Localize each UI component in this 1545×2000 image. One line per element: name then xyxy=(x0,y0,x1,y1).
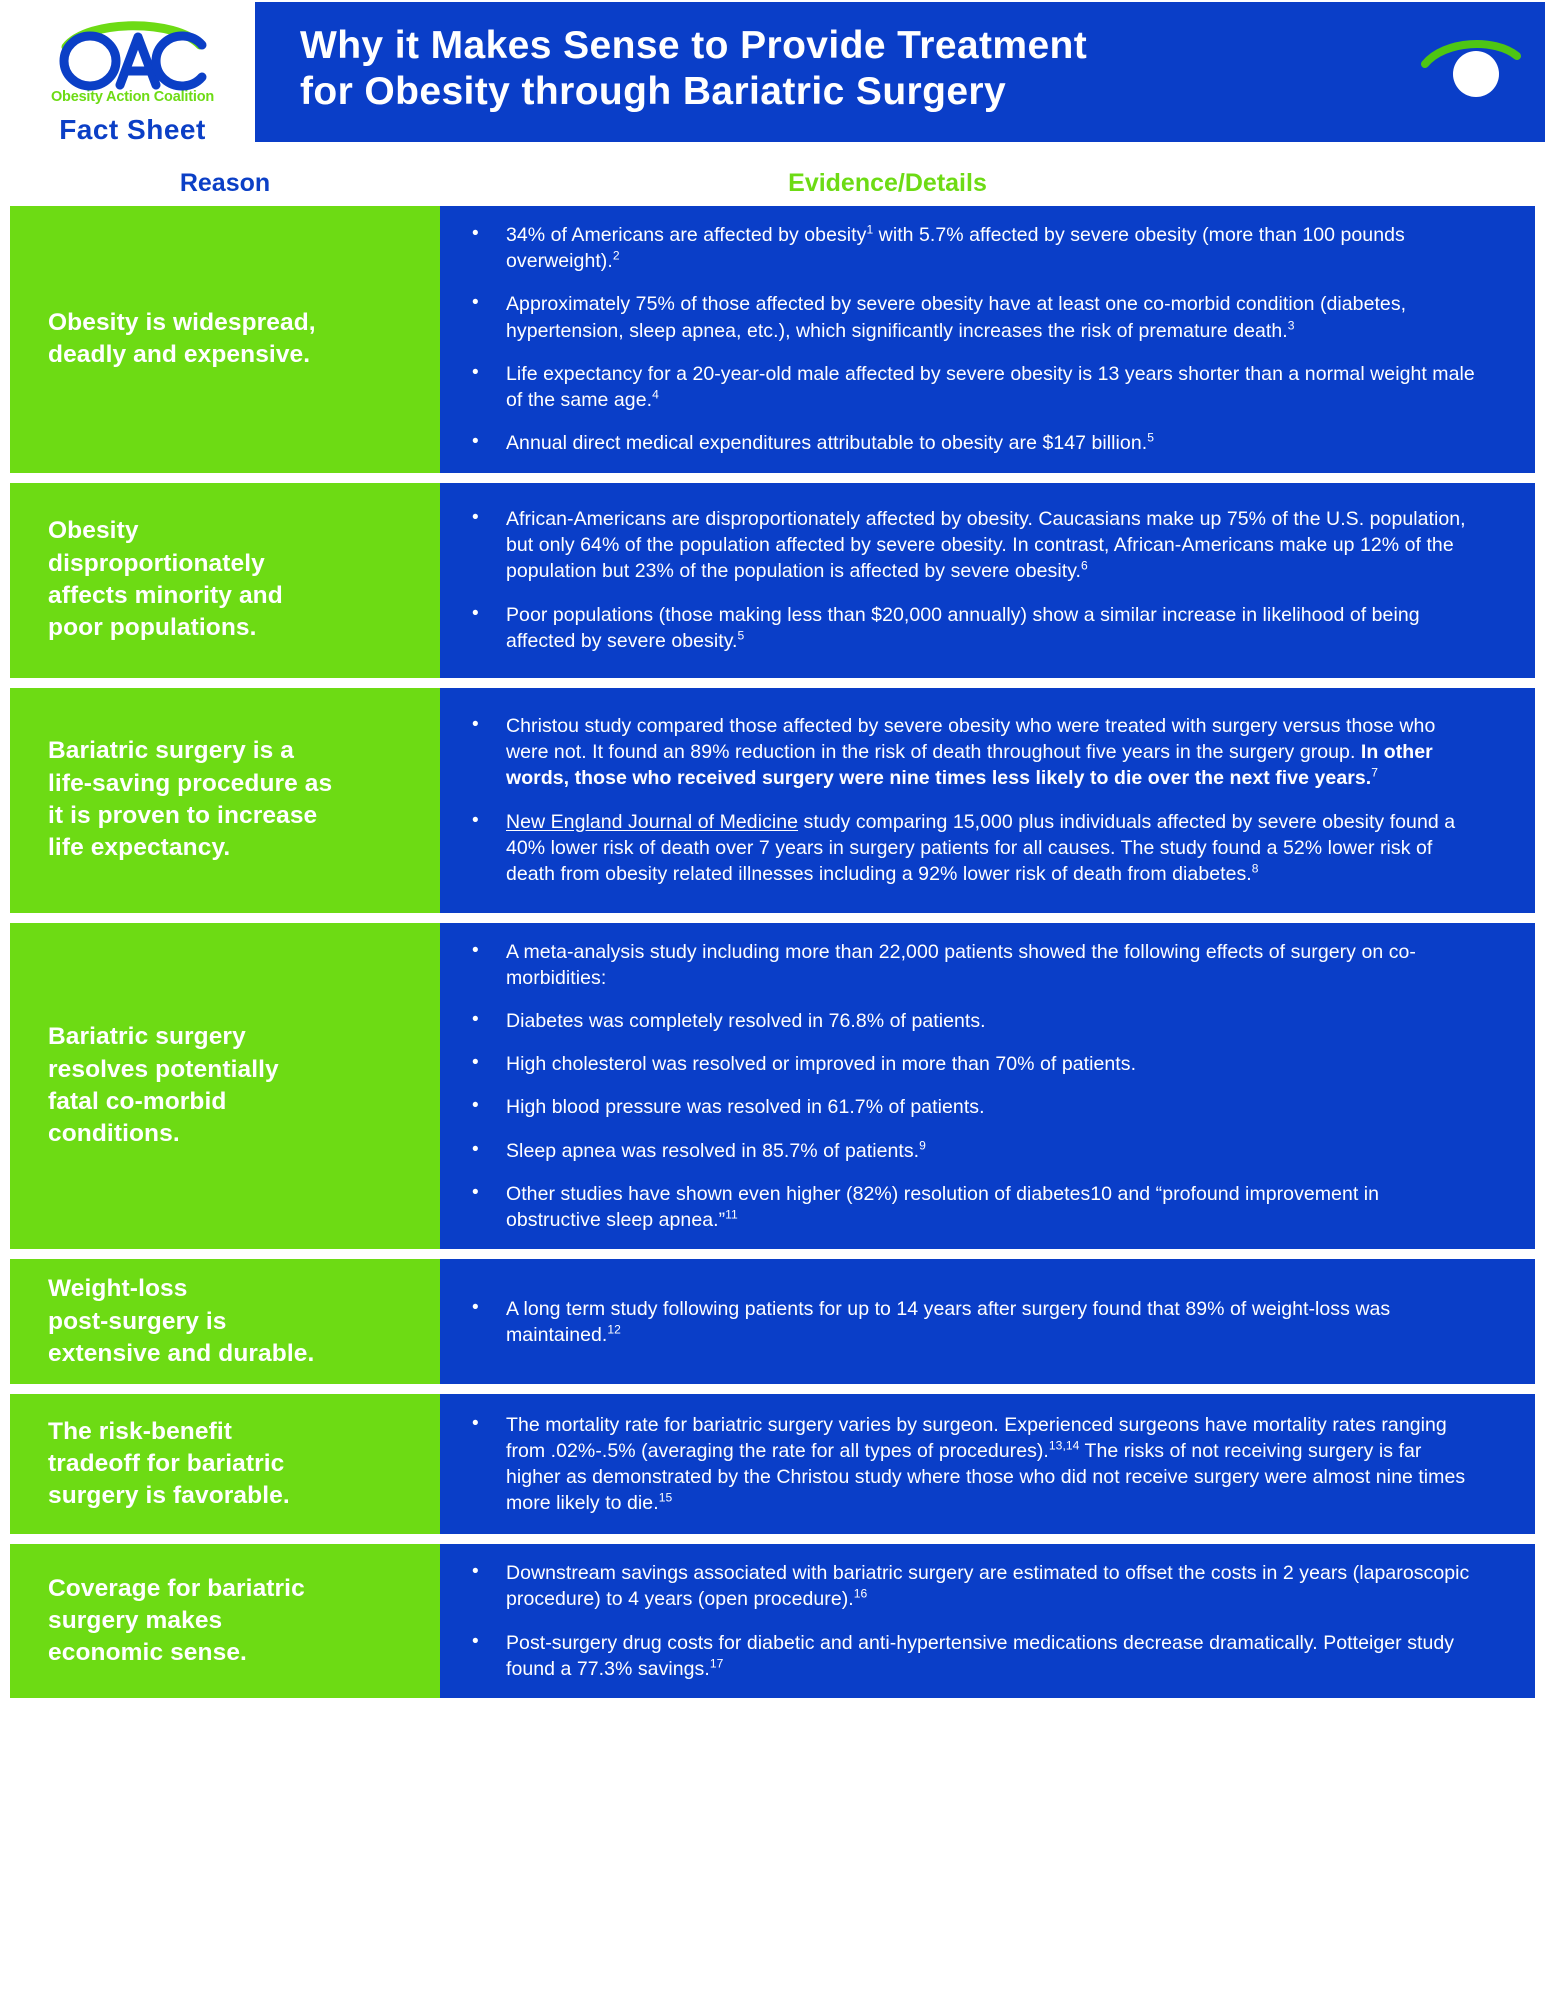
evidence-bullet: • Post-surgery drug costs for diabetic and anti-hypertensive medications decrease dramatically. Potteiger study found a 77.3% savings.$^{17}$ xyxy=(458,1630,1479,1682)
evidence-sub-bullet: • High cholesterol was resolved or improved in more than 70% of patients. xyxy=(458,1051,1479,1077)
reason-line: Bariatric surgery is a xyxy=(48,737,294,765)
reason-text xyxy=(48,515,283,644)
evidence-bullet: • New England Journal of Medicine study comparing 15,000 plus individuals affected by severe obesity found a 40% lower risk of death over 7 years in surgery patients for all causes. The study found a 52% lower risk of death from obesity related illnesses including a 92% lower risk of death from diabetes.$^8$ xyxy=(458,809,1479,888)
column-heading-evidence: Evidence/Details xyxy=(788,168,987,197)
evidence-cell xyxy=(440,483,1535,678)
title-bar xyxy=(255,2,1545,142)
oac-swoosh-icon xyxy=(1421,34,1521,104)
table-row xyxy=(10,688,1535,913)
reason-text xyxy=(48,307,316,372)
reason-line: surgery makes xyxy=(48,1607,223,1635)
evidence-bullet-list xyxy=(458,222,1479,457)
reason-text xyxy=(48,1273,314,1370)
reason-line: The risk-benefit xyxy=(48,1417,233,1445)
page-header xyxy=(0,0,1545,160)
column-heading-reason: Reason xyxy=(179,168,271,197)
reason-line: it is proven to increase xyxy=(48,802,318,830)
reason-cell xyxy=(10,1259,440,1384)
reason-line: resolves potentially xyxy=(48,1055,279,1083)
reason-line: deadly and expensive. xyxy=(48,341,311,369)
page-title-line-1: Why it Makes Sense to Provide Treatment xyxy=(300,23,1088,67)
evidence-sub-bullet: • Diabetes was completely resolved in 76.8% of patients. xyxy=(458,1008,1479,1034)
reason-cell xyxy=(10,483,440,678)
evidence-bullet-list xyxy=(458,1296,1479,1348)
evidence-bullet: • 34% of Americans are affected by obesity$^1$ with 5.7% affected by severe obesity (more than 100 pounds overweight).$^2$ xyxy=(458,222,1479,274)
page-title xyxy=(300,23,1087,115)
evidence-bullet: • The mortality rate for bariatric surgery varies by surgeon. Experienced surgeons have mortality rates ranging from .02%-.5% (averaging the rate for all types of procedures).$^{13,14}$ The risks of not receiving surgery is far higher as demonstrated by the Christou study where those who did not receive surgery were almost nine times more likely to die.$^{15}$ xyxy=(458,1412,1479,1517)
evidence-cell xyxy=(440,206,1535,473)
reason-text xyxy=(48,1021,279,1150)
reason-cell xyxy=(10,1544,440,1698)
reason-line: post-surgery is xyxy=(48,1307,227,1335)
evidence-bullet: • Sleep apnea was resolved in 85.7% of patients.$^9$ xyxy=(458,1138,1479,1164)
reason-cell xyxy=(10,923,440,1250)
evidence-bullet: • A long term study following patients for up to 14 years after surgery found that 89% of weight-loss was maintained.$^{12}$ xyxy=(458,1296,1479,1348)
evidence-bullet: • Christou study compared those affected by severe obesity who were treated with surgery versus those who were not. It found an 89% reduction in the risk of death throughout five years in the surgery group. In other words, those who received surgery were nine times less likely to die over the next five years.$^7$ xyxy=(458,713,1479,792)
reason-line: extensive and durable. xyxy=(48,1339,315,1367)
reason-cell xyxy=(10,206,440,473)
evidence-bullet: • Downstream savings associated with bariatric surgery are estimated to offset the costs in 2 years (laparoscopic procedure) to 4 years (open procedure).$^{16}$ xyxy=(458,1560,1479,1612)
reason-cell xyxy=(10,688,440,913)
reason-line: Bariatric surgery xyxy=(48,1023,246,1051)
reason-text xyxy=(48,1573,305,1670)
evidence-bullet-list xyxy=(458,713,1479,887)
table-row xyxy=(10,1259,1535,1384)
table-row xyxy=(10,1544,1535,1698)
oac-logo-block xyxy=(10,0,255,160)
evidence-cell xyxy=(440,923,1535,1250)
evidence-cell xyxy=(440,1259,1535,1384)
reason-line: Coverage for bariatric xyxy=(48,1574,305,1602)
reason-line: life expectancy. xyxy=(48,834,231,862)
table-row xyxy=(10,1394,1535,1534)
evidence-bullet-list xyxy=(458,939,1479,1234)
oac-logo-tagline: Obesity Action Coalition xyxy=(50,88,215,105)
table-row xyxy=(10,483,1535,678)
evidence-bullet: • Poor populations (those making less than $20,000 annually) show a similar increase in likelihood of being affected by severe obesity.$^5$ xyxy=(458,602,1479,654)
fact-table xyxy=(0,206,1545,1698)
reason-line: poor populations. xyxy=(48,614,257,642)
document-type-label: Fact Sheet xyxy=(59,113,206,145)
evidence-bullet-list xyxy=(458,1412,1479,1517)
reason-text xyxy=(48,735,332,864)
evidence-bullet: • African-Americans are disproportionately affected by obesity. Caucasians make up 75% of the U.S. population, but only 64% of the population affected by severe obesity. In contrast, African-Americans make up 12% of the population but 23% of the population is affected by severe obesity.$^6$ xyxy=(458,506,1479,585)
reason-line: affects minority and xyxy=(48,582,283,610)
evidence-bullet: • Life expectancy for a 20-year-old male affected by severe obesity is 13 years shorter than a normal weight male of the same age.$^4$ xyxy=(458,361,1479,413)
evidence-cell xyxy=(440,688,1535,913)
reason-line: Weight-loss xyxy=(48,1275,188,1303)
evidence-bullet: • Annual direct medical expenditures attributable to obesity are $147 billion.$^5$ xyxy=(458,430,1479,456)
column-headings xyxy=(0,160,1545,206)
evidence-bullet: • Other studies have shown even higher (82%) resolution of diabetes10 and “profound improvement in obstructive sleep apnea.”$^{11}$ xyxy=(458,1181,1479,1233)
reason-line: Obesity is widespread, xyxy=(48,308,316,336)
evidence-cell xyxy=(440,1544,1535,1698)
evidence-bullet-list xyxy=(458,1560,1479,1682)
evidence-bullet: • Approximately 75% of those affected by severe obesity have at least one co-morbid condition (diabetes, hypertension, sleep apnea, etc.), which significantly increases the risk of premature death.$^3$ xyxy=(458,291,1479,343)
evidence-sub-bullet: • High blood pressure was resolved in 61.7% of patients. xyxy=(458,1094,1479,1120)
reason-line: surgery is favorable. xyxy=(48,1482,290,1510)
evidence-bullet-list xyxy=(458,506,1479,654)
evidence-cell xyxy=(440,1394,1535,1534)
table-row xyxy=(10,206,1535,473)
reason-cell xyxy=(10,1394,440,1534)
reason-line: disproportionately xyxy=(48,549,265,577)
reason-line: fatal co-morbid xyxy=(48,1087,227,1115)
reason-text xyxy=(48,1416,290,1513)
reason-line: life-saving procedure as xyxy=(48,769,333,797)
reason-line: economic sense. xyxy=(48,1639,247,1667)
reason-line: tradeoff for bariatric xyxy=(48,1450,285,1478)
reason-line: Obesity xyxy=(48,517,139,545)
evidence-bullet: • A meta-analysis study including more than 22,000 patients showed the following effects of surgery on co-morbidities: xyxy=(458,939,1479,991)
table-row xyxy=(10,923,1535,1250)
page-title-line-2: for Obesity through Bariatric Surgery xyxy=(300,70,1007,113)
oac-logo-icon xyxy=(48,21,218,93)
reason-line: conditions. xyxy=(48,1120,180,1148)
